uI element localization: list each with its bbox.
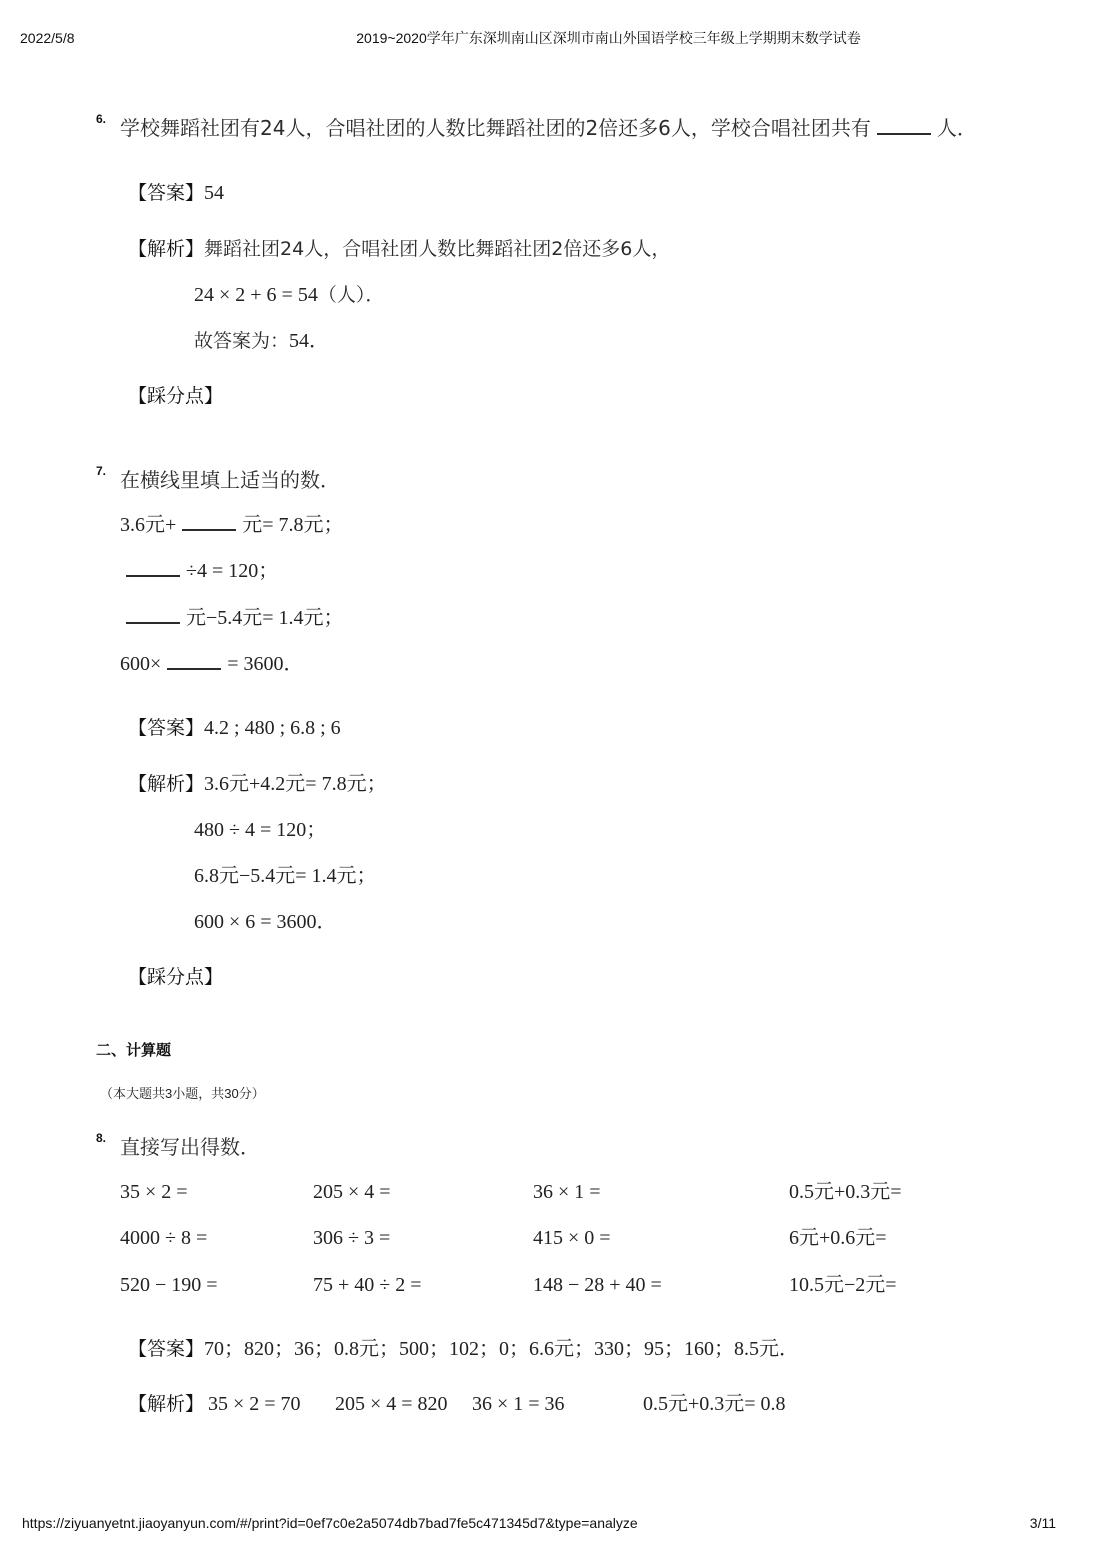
question-number: 7. <box>96 464 107 478</box>
stem-text-end: 人． <box>936 116 977 140</box>
problem-item: 4000 ÷ 8 = <box>120 1227 208 1249</box>
problem-item: 0.5元+0.3元= <box>789 1181 902 1203</box>
fill-line-2 <box>120 558 278 583</box>
problem-item: 36 × 1 = <box>533 1181 601 1203</box>
problem-item: 35 × 2 = <box>120 1181 188 1203</box>
stem-text: 学校舞蹈社团有24人，合唱社团的人数比舞蹈社团的2倍还多6人，学校合唱社团共有 <box>120 116 871 140</box>
analysis-label: 【解析】 <box>128 1393 205 1415</box>
problem-item: 6元+0.6元= <box>789 1227 887 1249</box>
analysis-line <box>194 863 377 888</box>
scoring-label: 【踩分点】 <box>128 385 224 407</box>
analysis-formula: 600 × 6 = 3600． <box>194 911 337 933</box>
problem-item: 205 × 4 = <box>313 1181 391 1203</box>
answer-row <box>128 715 341 740</box>
answer-label: 【答案】 <box>128 1338 205 1360</box>
answer-value: 4.2 ; 480 ; 6.8 ; 6 <box>204 717 341 739</box>
answer-blank <box>877 119 931 135</box>
analysis-formula: 480 ÷ 4 = 120； <box>194 819 327 841</box>
answer-label: 【答案】 <box>128 717 205 739</box>
fill-text-after: 元= 7.8元； <box>242 514 344 536</box>
fill-text-after: = 3600． <box>227 653 304 675</box>
document-title: 2019~2020学年广东深圳南山区深圳市南山外国语学校三年级上学期期末数学试卷 <box>356 30 861 46</box>
problem-item: 10.5元−2元= <box>789 1274 897 1296</box>
analysis-formula: 6.8元−5.4元= 1.4元； <box>194 865 377 887</box>
answer-row <box>128 180 224 205</box>
fill-line-4 <box>120 651 304 676</box>
answer-blank <box>126 608 180 624</box>
question-stem <box>120 116 977 140</box>
print-date: 2022/5/8 <box>20 30 75 46</box>
question-number: 6. <box>96 112 107 126</box>
problem-item: 148 − 28 + 40 = <box>533 1274 662 1296</box>
fill-line-1 <box>120 512 344 537</box>
analysis-formula: 24 × 2 + 6 = 54 <box>194 284 318 306</box>
analysis-conclusion-value: 54． <box>289 330 330 352</box>
page-number: 3/11 <box>1029 1515 1056 1531</box>
analysis-line <box>194 817 326 842</box>
scoring-row <box>128 964 223 989</box>
question-number: 8. <box>96 1131 107 1145</box>
problem-item: 520 − 190 = <box>120 1274 218 1296</box>
fill-text-after: 元−5.4元= 1.4元； <box>186 607 344 629</box>
analysis-label: 【解析】 <box>128 238 205 260</box>
analysis-unit: （人）． <box>317 284 385 306</box>
answer-row <box>128 1336 799 1361</box>
analysis-text: 3.6元+4.2元= 7.8元； <box>204 773 387 795</box>
question-stem <box>120 468 340 492</box>
fill-text-after: ÷4 = 120； <box>186 560 279 582</box>
analysis-line <box>194 282 384 307</box>
stem-text: 直接写出得数． <box>120 1135 260 1159</box>
analysis-conclusion-text: 故答案为： <box>194 330 290 352</box>
analysis-formula: 205 × 4 = 820 <box>335 1393 448 1415</box>
answer-value: 70；820；36；0.8元；500；102；0；6.6元；330；95；160；8.5元． <box>204 1338 800 1360</box>
stem-text: 在横线里填上适当的数． <box>120 468 340 492</box>
answer-blank <box>182 515 236 531</box>
analysis-formula: 35 × 2 = 70 <box>208 1393 301 1415</box>
answer-value: 54 <box>204 182 225 204</box>
page-url: https://ziyuanyetnt.jiaoyanyun.com/#/print?id=0ef7c0e2a5074db7bad7fe5c471345d7&type=analyze <box>22 1515 638 1531</box>
section-note: （本大题共3小题，共30分） <box>100 1086 265 1101</box>
analysis-row <box>128 236 670 261</box>
analysis-text: 舞蹈社团24人，合唱社团人数比舞蹈社团2倍还多6人， <box>204 238 671 260</box>
answer-blank <box>167 654 221 670</box>
analysis-line <box>194 909 337 934</box>
section-title: 二、计算题 <box>96 1042 172 1059</box>
problem-item: 415 × 0 = <box>533 1227 611 1249</box>
answer-blank <box>126 561 180 577</box>
question-stem <box>120 1135 260 1159</box>
fill-text-before: 3.6元+ <box>120 514 177 536</box>
scoring-row <box>128 383 223 408</box>
analysis-formula: 0.5元+0.3元= 0.8 <box>643 1393 786 1415</box>
analysis-line <box>194 328 329 353</box>
fill-line-3 <box>120 605 344 630</box>
fill-text-before: 600× <box>120 653 162 675</box>
analysis-label: 【解析】 <box>128 773 205 795</box>
analysis-row <box>128 771 387 796</box>
problem-item: 306 ÷ 3 = <box>313 1227 391 1249</box>
problem-item: 75 + 40 ÷ 2 = <box>313 1274 422 1296</box>
analysis-formula: 36 × 1 = 36 <box>472 1393 565 1415</box>
scoring-label: 【踩分点】 <box>128 966 224 988</box>
answer-label: 【答案】 <box>128 182 205 204</box>
